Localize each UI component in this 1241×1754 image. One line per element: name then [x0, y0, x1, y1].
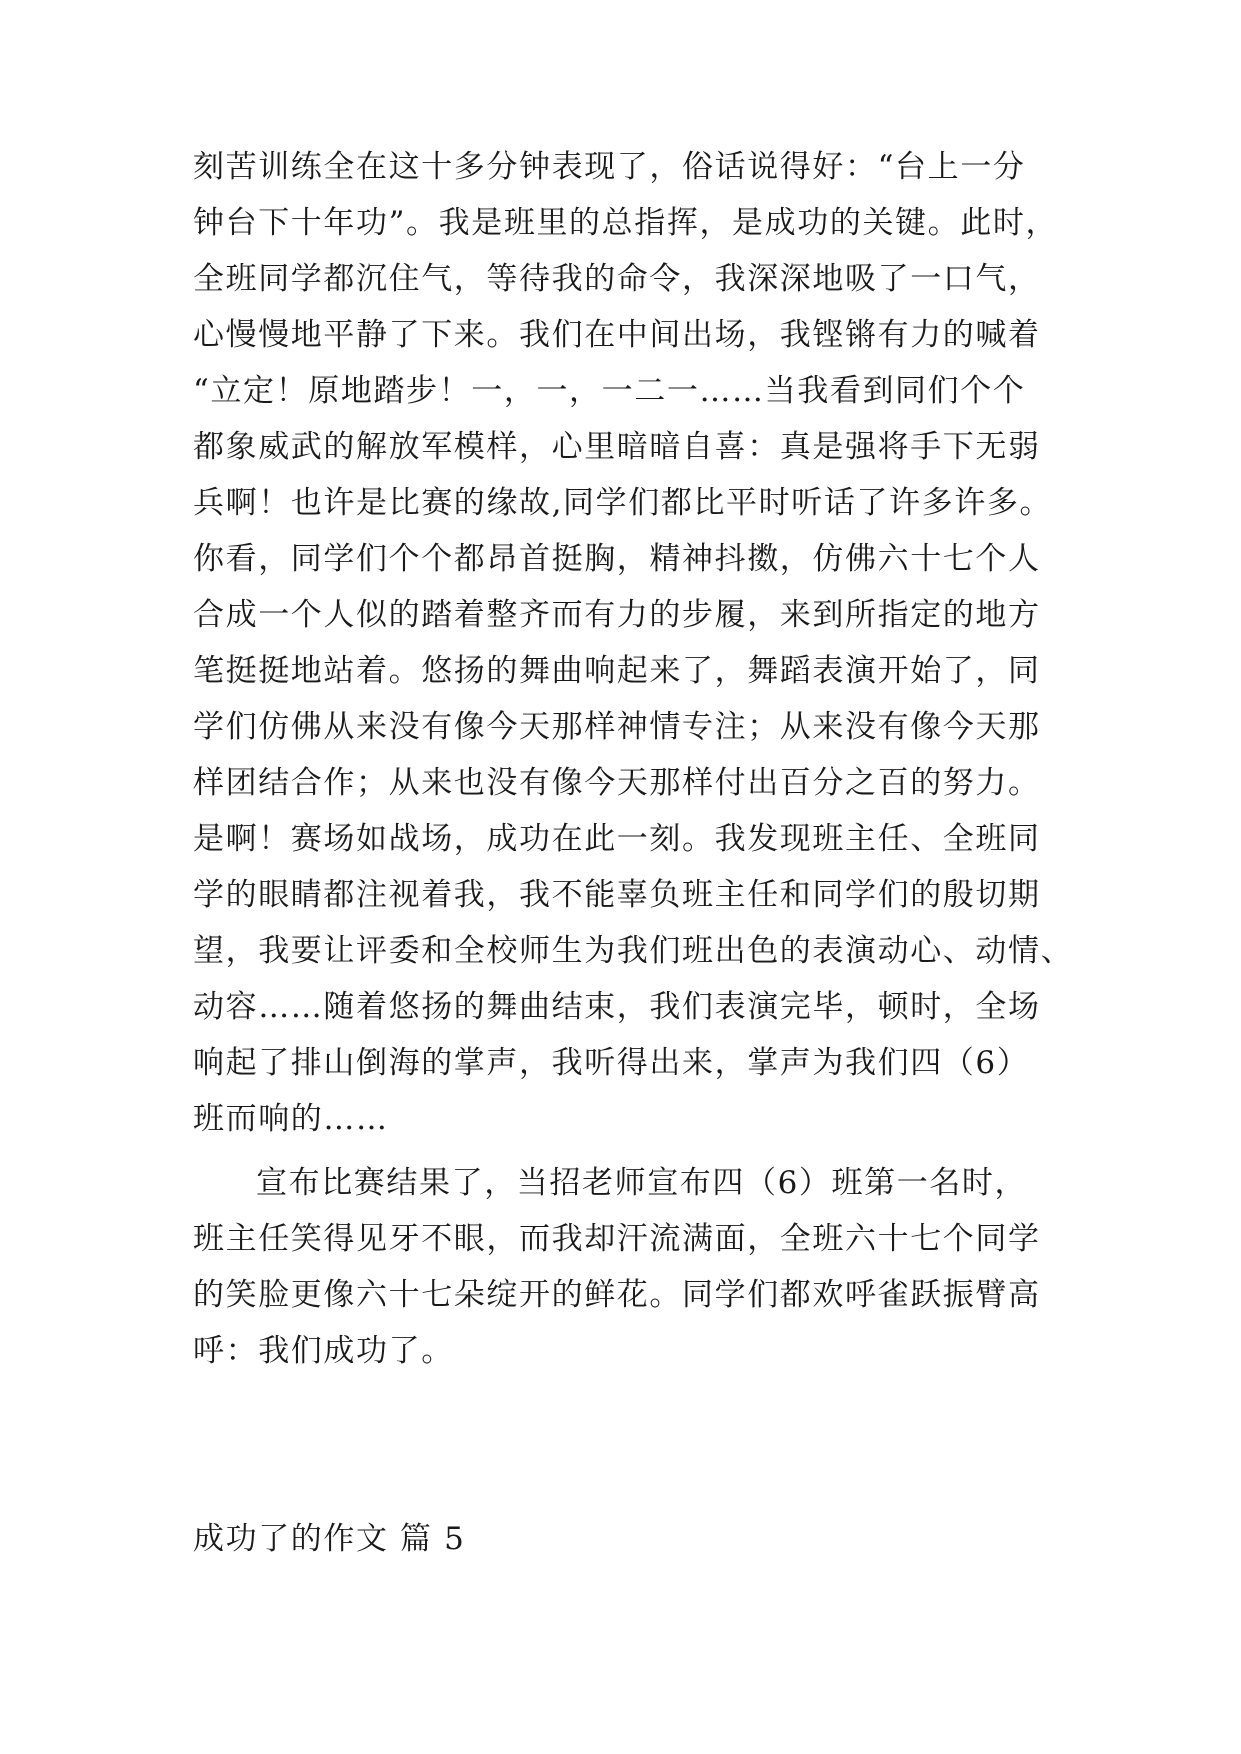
text-line: 班而响的……: [193, 1101, 389, 1137]
text-line: 兵啊！也许是比赛的缘故,同学们都比平时听话了许多许多。: [193, 485, 1053, 521]
text-line: 刻苦训练全在这十多分钟表现了，俗话说得好：“台上一分: [193, 149, 1026, 185]
text-line: 合成一个人似的踏着整齐而有力的步履，来到所指定的地方: [193, 597, 1041, 633]
text-line: 学们仿佛从来没有像今天那样神情专注；从来没有像今天那: [193, 709, 1041, 745]
text-line: 宣布比赛结果了，当招老师宣布四（6）班第一名时，: [256, 1165, 1028, 1201]
text-line: 钟台下十年功”。我是班里的总指挥，是成功的关键。此时，: [193, 205, 1059, 241]
text-line: 笔挺挺地站着。悠扬的舞曲响起来了，舞蹈表演开始了，同: [193, 653, 1041, 689]
text-line: 班主任笑得见牙不眼，而我却汗流满面，全班六十七个同学: [193, 1221, 1041, 1257]
section-heading: 成功了的作文 篇 5: [193, 1521, 466, 1557]
text-line: 全班同学都沉住气，等待我的命令，我深深地吸了一口气，: [193, 261, 1041, 297]
text-line: 学的眼睛都注视着我，我不能辜负班主任和同学们的殷切期: [193, 877, 1041, 913]
text-line: 是啊！赛场如战场，成功在此一刻。我发现班主任、全班同: [193, 821, 1041, 857]
text-line: 望，我要让评委和全校师生为我们班出色的表演动心、动情、: [193, 933, 1074, 969]
text-line: 响起了排山倒海的掌声，我听得出来，掌声为我们四（6）: [193, 1045, 1030, 1081]
text-line: 你看，同学们个个都昂首挺胸，精神抖擞，仿佛六十七个人: [193, 541, 1041, 577]
text-line: “立定！原地踏步！一，一，一二一……当我看到同们个个: [193, 373, 1026, 409]
text-line: 样团结合作；从来也没有像今天那样付出百分之百的努力。: [193, 765, 1041, 801]
text-line: 都象威武的解放军模样，心里暗暗自喜：真是强将手下无弱: [193, 429, 1041, 465]
text-line: 动容……随着悠扬的舞曲结束，我们表演完毕，顿时，全场: [193, 989, 1041, 1025]
text-line: 心慢慢地平静了下来。我们在中间出场，我铿锵有力的喊着: [193, 317, 1041, 353]
text-line: 呼：我们成功了。: [193, 1333, 454, 1369]
text-line: 的笑脸更像六十七朵绽开的鲜花。同学们都欢呼雀跃振臂高: [193, 1277, 1041, 1313]
